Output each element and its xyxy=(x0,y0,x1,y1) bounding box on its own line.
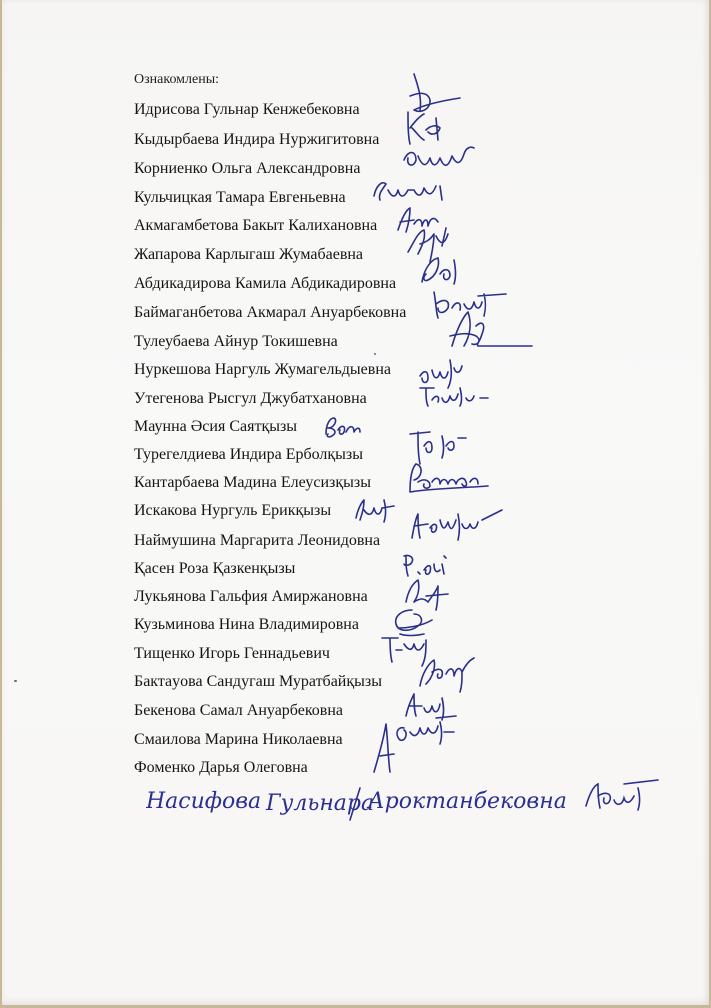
handwritten-surname: Насифова xyxy=(146,789,262,814)
paper-speck xyxy=(374,353,376,355)
heading-acknowledged: Ознакомлены: xyxy=(134,72,220,87)
signatory-name: Искакова Нургуль Ерикқызы xyxy=(134,502,332,519)
signatory-name: Турегелдиева Индира Ерболқызы xyxy=(134,446,363,463)
signatory-name: Кульчицкая Тамара Евгеньевна xyxy=(134,189,346,206)
signatory-name: Утегенова Рысгул Джубатхановна xyxy=(134,390,367,407)
handwritten-entry xyxy=(146,778,666,828)
signature-11 xyxy=(414,380,494,410)
signatory-name: Кыдырбаева Индира Нуржигитовна xyxy=(134,131,380,148)
signature-9 xyxy=(442,306,542,356)
signatory-name: Бекенова Самал Ануарбековна xyxy=(134,702,344,719)
signatory-name: Баймаганбетова Акмарал Ануарбековна xyxy=(134,304,407,321)
signatory-name: Нуркешова Наргуль Жумагельдыевна xyxy=(134,361,391,378)
signatory-name: Абдикадирова Камила Абдикадировна xyxy=(134,275,397,292)
signatory-name: Кузьминова Нина Владимировна xyxy=(134,616,359,633)
signatory-name: Лукьянова Гальфия Амиржановна xyxy=(134,588,368,605)
signatory-name: Тищенко Игорь Геннадьевич xyxy=(134,645,330,662)
signatory-name: Қасен Роза Қазкенқызы xyxy=(134,560,296,577)
signatory-name: Кантарбаева Мадина Елеусизқызы xyxy=(134,474,371,491)
signatory-name: Фоменко Дарья Олеговна xyxy=(134,759,308,776)
signatory-name: Корниенко Ольга Александровна xyxy=(134,160,361,177)
signatory-name: Наймушина Маргарита Леонидовна xyxy=(134,532,381,549)
signature-23 xyxy=(364,712,464,778)
signatory-name: Акмагамбетова Бакыт Калихановна xyxy=(134,217,378,234)
handwritten-patronymic: Ароктанбековна xyxy=(368,789,567,814)
signatory-name: Жапарова Карлыгаш Жумабаевна xyxy=(134,246,364,263)
signature-12 xyxy=(320,410,364,442)
handwritten-given-name: Гульнара xyxy=(266,791,375,816)
signature-15 xyxy=(352,494,398,524)
signature-14 xyxy=(404,458,494,498)
signatory-name: Бактаyова Сандугаш Муратбайқызы xyxy=(134,673,382,690)
signatory-name: Тулеубаева Айнур Токишевна xyxy=(134,333,338,350)
signatory-name: Маунна Әсия Саятқызы xyxy=(134,418,298,435)
document-page xyxy=(2,0,709,1005)
signatory-name: Идрисова Гульнар Кенжебековна xyxy=(134,101,360,118)
signature-16 xyxy=(406,506,506,546)
handwritten-signature xyxy=(586,780,658,810)
signatory-name: Смаилова Марина Николаевна xyxy=(134,731,343,748)
paper-speck xyxy=(14,680,17,682)
